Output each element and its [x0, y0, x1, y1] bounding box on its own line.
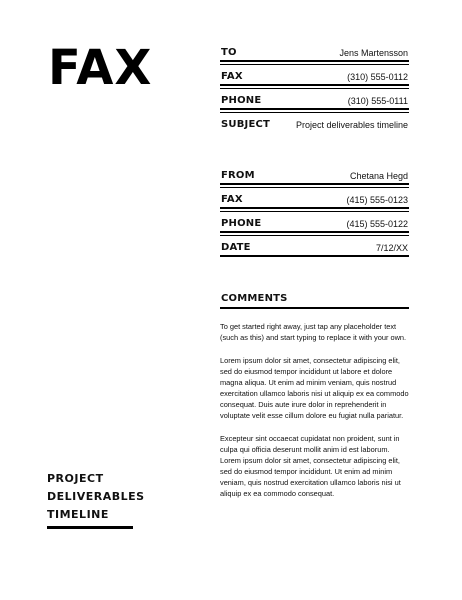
date-value[interactable]: 7/12/XX — [375, 243, 408, 253]
sender-phone-field[interactable] — [220, 217, 409, 241]
to-field[interactable] — [220, 46, 409, 70]
divider — [220, 255, 409, 257]
divider — [220, 112, 409, 113]
divider — [220, 183, 409, 185]
recipient-block — [220, 46, 409, 142]
document-title-line: TIMELINE — [47, 508, 109, 521]
from-value[interactable]: Chetana Hegd — [349, 171, 408, 181]
fax-title: FAX — [48, 40, 153, 96]
divider — [220, 307, 409, 309]
date-label: DATE — [221, 242, 251, 253]
recipient-fax-value[interactable]: (310) 555-0112 — [347, 72, 408, 82]
divider — [220, 88, 409, 89]
sender-block — [220, 169, 409, 265]
recipient-fax-label: FAX — [221, 71, 243, 82]
divider — [220, 187, 409, 188]
recipient-phone-value[interactable]: (310) 555-0111 — [347, 96, 408, 106]
divider — [220, 231, 409, 233]
divider — [220, 207, 409, 209]
to-label: TO — [221, 47, 237, 58]
recipient-phone-label: PHONE — [221, 95, 262, 106]
recipient-phone-field[interactable] — [220, 94, 409, 118]
divider — [220, 108, 409, 110]
from-field[interactable] — [220, 169, 409, 193]
divider — [220, 60, 409, 62]
from-label: FROM — [221, 170, 255, 181]
subject-label: SUBJECT — [221, 119, 271, 130]
comment-paragraph[interactable]: Excepteur sint occaecat cupidatat non proident, sunt in culpa qui officia deserunt mollit anim id est laborum. Lorem ipsum dolor sit amet, consectetur adipiscing elit, sed do eiusmod tempor incididunt. Ut enim ad minim veniam, quis nostrud exercitation ullamco laboris nisi ut aliquip ex ea commodo consequat. — [220, 434, 401, 498]
divider — [220, 84, 409, 86]
comments-header — [220, 292, 409, 309]
comment-paragraph[interactable]: To get started right away, just tap any placeholder text (such as this) and start typing to replace it with your own. — [220, 322, 407, 342]
document-title-line: PROJECT — [47, 472, 104, 485]
divider — [220, 211, 409, 212]
subject-value[interactable]: Project deliverables timeline — [295, 120, 408, 130]
comment-paragraph[interactable]: Lorem ipsum dolor sit amet, consectetur adipiscing elit, sed do eiusmod tempor incididunt ut labore et dolore magna aliqua. Ut enim ad minim veniam, quis nostrud exercitation ullamco laboris nisi ut aliquip ex ea commodo consequat. Duis aute irure dolor in reprehenderit in voluptate velit esse cillum dolore eu fugiat nulla pariatur. — [220, 356, 409, 420]
sender-fax-label: FAX — [221, 194, 243, 205]
document-title-line: DELIVERABLES — [47, 490, 145, 503]
divider — [220, 64, 409, 65]
sender-phone-label: PHONE — [221, 218, 262, 229]
sender-phone-value[interactable]: (415) 555-0122 — [346, 219, 408, 229]
title-underline — [47, 526, 133, 529]
subject-field[interactable] — [220, 118, 409, 142]
date-field[interactable] — [220, 241, 409, 265]
to-value[interactable]: Jens Martensson — [339, 48, 408, 58]
document-title — [47, 470, 145, 524]
recipient-fax-field[interactable] — [220, 70, 409, 94]
comments-heading: COMMENTS — [221, 293, 288, 304]
divider — [220, 235, 409, 236]
sender-fax-field[interactable] — [220, 193, 409, 217]
comments-body[interactable] — [220, 321, 412, 511]
sender-fax-value[interactable]: (415) 555-0123 — [346, 195, 408, 205]
